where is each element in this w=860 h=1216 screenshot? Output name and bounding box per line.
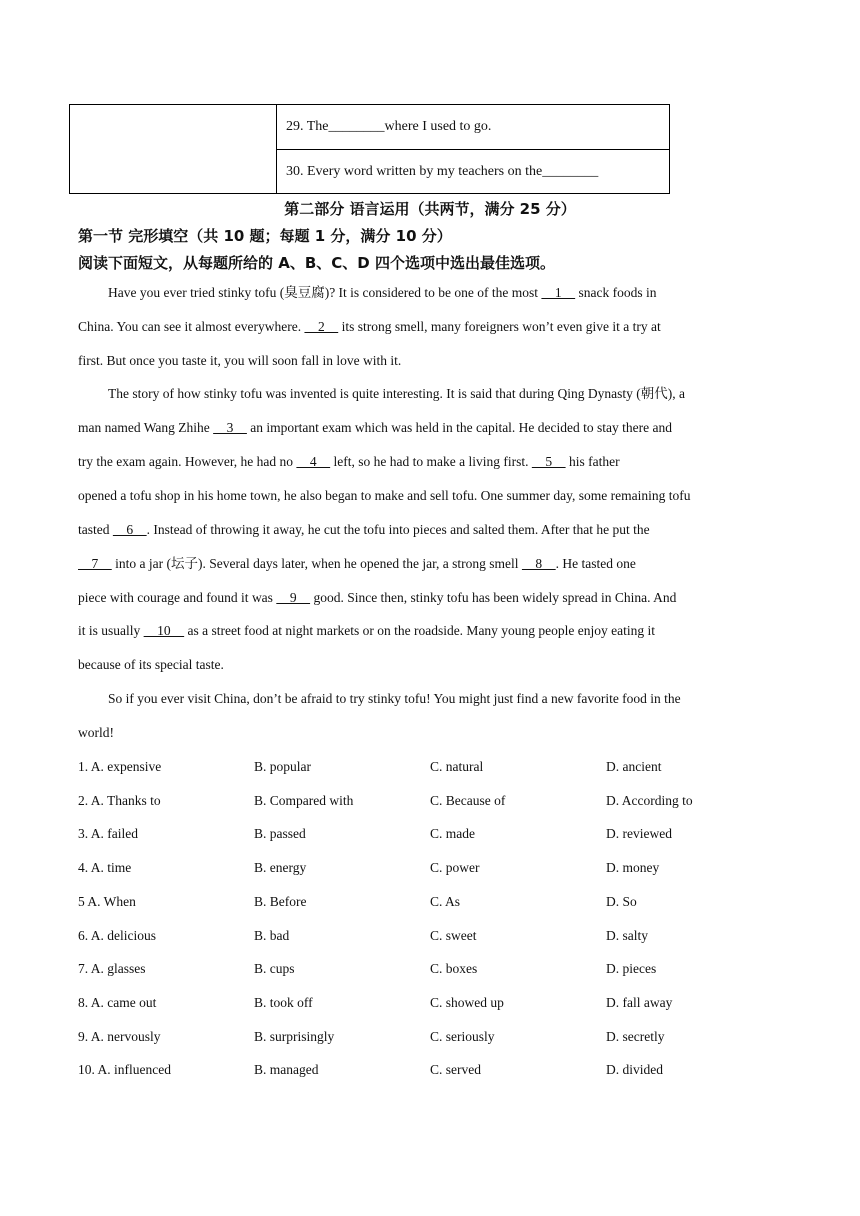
- passage-line: [78, 520, 650, 540]
- option-3-d: D. reviewed: [606, 826, 672, 842]
- passage-text: as a street food at night markets or on the roadside. Many young people enjoy eating it: [184, 623, 656, 638]
- blank-3: 3: [213, 420, 247, 435]
- passage-text: try the exam again. However, he had no: [78, 454, 297, 469]
- option-7-d: D. pieces: [606, 961, 657, 977]
- option-10-c: C. served: [430, 1062, 481, 1078]
- option-7-c: C. boxes: [430, 961, 478, 977]
- passage-line: because of its special taste.: [78, 657, 224, 672]
- option-2-c: C. Because of: [430, 792, 506, 808]
- passage-line: [108, 283, 657, 303]
- passage-text: China. You can see it almost everywhere.: [78, 319, 305, 334]
- option-3-c: C. made: [430, 826, 475, 842]
- option-1-a: 1. A. expensive: [78, 759, 162, 774]
- passage-line: first. But once you taste it, you will soon fall in love with it.: [78, 353, 402, 368]
- table-row-29: 29. The________where I used to go.: [277, 105, 669, 150]
- option-10-a: 10. A. influenced: [78, 1062, 171, 1078]
- option-10-b: B. managed: [254, 1062, 319, 1078]
- passage-line: [78, 452, 620, 472]
- section-heading: 第一节 完形填空（共 10 题；每题 1 分，满分 10 分）: [78, 227, 452, 245]
- option-3-a: 3. A. failed: [78, 826, 138, 842]
- blank-2: 2: [304, 319, 339, 334]
- option-3-b: B. passed: [254, 826, 306, 842]
- option-9-b: B. surprisingly: [254, 1028, 335, 1044]
- passage-text: good. Since then, stinky tofu has been widely spread in China. And: [310, 590, 677, 605]
- passage-text: left, so he had to make a living first.: [330, 454, 532, 469]
- blank-8: 8: [521, 556, 556, 571]
- passage-text: man named Wang Zhihe: [78, 420, 214, 435]
- option-9-d: D. secretly: [606, 1028, 665, 1044]
- passage-line: So if you ever visit China, don’t be afraid to try stinky tofu! You might just find a new favorite food in the: [108, 691, 681, 706]
- passage-line: [78, 317, 661, 337]
- table-row-30: 30. Every word written by my teachers on the________: [286, 164, 599, 179]
- passage-text: into a jar (坛子). Several days later, when he opened the jar, a strong smell: [111, 556, 522, 571]
- passage-line: [78, 621, 655, 641]
- passage-text: an important exam which was held in the capital. He decided to stay there and: [246, 420, 672, 435]
- option-2-d: D. According to: [606, 792, 693, 808]
- blank-1: 1: [541, 285, 576, 300]
- option-5-b: B. Before: [254, 893, 307, 909]
- option-1-c: C. natural: [430, 759, 484, 774]
- option-8-d: D. fall away: [606, 994, 673, 1010]
- option-9-c: C. seriously: [430, 1028, 495, 1044]
- table-left-cell: [70, 105, 277, 193]
- passage-line: [78, 554, 636, 574]
- blank-10: 10: [143, 623, 185, 638]
- blank-5: 5: [531, 454, 566, 469]
- passage-text: piece with courage and found it was: [78, 590, 277, 605]
- option-6-a: 6. A. delicious: [78, 927, 156, 943]
- option-5-a: 5 A. When: [78, 893, 136, 909]
- passage-text: tasted: [78, 522, 113, 537]
- option-8-a: 8. A. came out: [78, 994, 157, 1010]
- option-10-d: D. divided: [606, 1062, 663, 1078]
- option-2-b: B. Compared with: [254, 792, 354, 808]
- option-6-d: D. salty: [606, 927, 648, 943]
- option-9-a: 9. A. nervously: [78, 1028, 161, 1044]
- option-1-b: B. popular: [254, 759, 311, 774]
- passage-line: The story of how stinky tofu was invented is quite interesting. It is said that during Qing Dynasty (朝代), a: [108, 386, 686, 401]
- option-4-d: D. money: [606, 860, 660, 876]
- passage-text: Have you ever tried stinky tofu (臭豆腐)? It is considered to be one of the most: [108, 285, 542, 300]
- option-4-c: C. power: [430, 860, 480, 876]
- option-7-b: B. cups: [254, 961, 295, 977]
- passage-line: [78, 418, 672, 438]
- blank-9: 9: [276, 590, 311, 605]
- option-6-b: B. bad: [254, 927, 290, 943]
- option-4-a: 4. A. time: [78, 860, 132, 876]
- part-heading: 第二部分 语言运用（共两节，满分 25 分）: [284, 200, 576, 218]
- option-5-c: C. As: [430, 893, 461, 909]
- option-8-b: B. took off: [254, 994, 313, 1010]
- option-6-c: C. sweet: [430, 927, 477, 943]
- option-1-d: D. ancient: [606, 759, 662, 774]
- passage-text: . He tasted one: [555, 556, 636, 571]
- option-5-d: D. So: [606, 893, 637, 909]
- passage-text: its strong smell, many foreigners won’t even give it a try at: [338, 319, 661, 334]
- passage-line: world!: [78, 725, 114, 740]
- blank-6: 6: [112, 522, 147, 537]
- option-8-c: C. showed up: [430, 994, 504, 1010]
- answer-table: [69, 104, 670, 194]
- passage-text: . Instead of throwing it away, he cut the tofu into pieces and salted them. After that he put the: [146, 522, 650, 537]
- passage-line: [78, 588, 676, 608]
- instruction-text: 阅读下面短文，从每题所给的 A、B、C、D 四个选项中选出最佳选项。: [78, 254, 555, 272]
- option-2-a: 2. A. Thanks to: [78, 792, 161, 808]
- option-4-b: B. energy: [254, 860, 307, 876]
- passage-line: opened a tofu shop in his home town, he also began to make and sell tofu. One summer day, some remaining tofu: [78, 488, 691, 503]
- option-7-a: 7. A. glasses: [78, 961, 146, 977]
- blank-7: 7: [78, 556, 112, 571]
- blank-4: 4: [296, 454, 331, 469]
- passage-text: snack foods in: [575, 285, 657, 300]
- passage-text: it is usually: [78, 623, 144, 638]
- passage-text: his father: [565, 454, 620, 469]
